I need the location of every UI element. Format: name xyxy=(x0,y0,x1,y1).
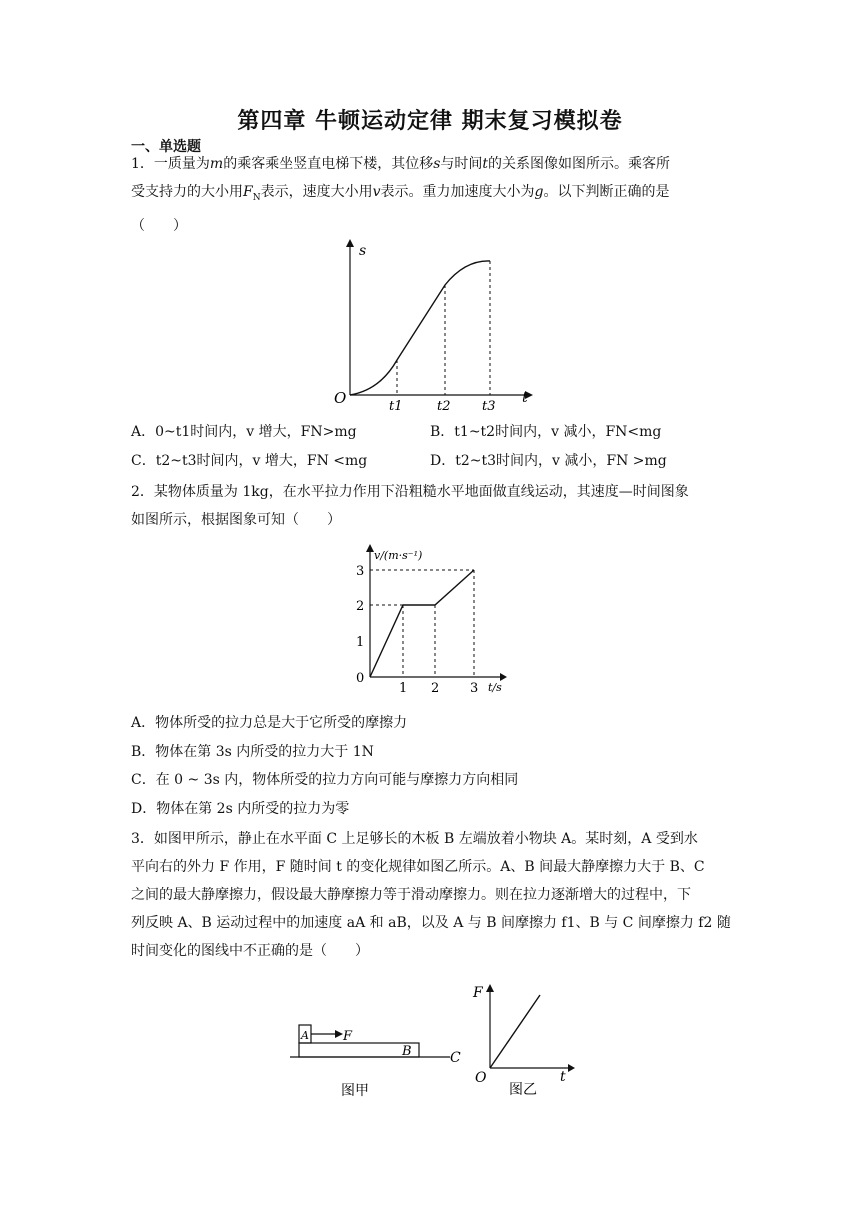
axis-label-ts: t/s xyxy=(488,681,502,694)
q1-option-d[interactable]: D．t2~t3时间内，v 减小，FN >mg xyxy=(430,453,667,469)
question-2-stem: 2．某物体质量为 1kg，在水平拉力作用下沿粗糙水平地面做直线运动，其速度—时间图象 如图所示，根据图象可知（ ） xyxy=(131,484,689,528)
axis-label-s: s xyxy=(359,243,367,259)
tick-y-3: 3 xyxy=(356,564,365,579)
tick-t3: t3 xyxy=(482,399,496,410)
yi-axis-t: t xyxy=(560,1069,566,1085)
origin-label: O xyxy=(334,389,347,407)
q2-option-c[interactable]: C．在 0 ~ 3s 内，物体所受的拉力方向可能与摩擦力方向相同 xyxy=(131,772,519,788)
yi-origin: O xyxy=(475,1070,487,1086)
tick-x-1: 1 xyxy=(399,681,408,695)
tick-x-3: 3 xyxy=(470,681,479,695)
tick-x-2: 2 xyxy=(431,681,440,695)
tick-t1: t1 xyxy=(389,399,403,410)
caption-jia: 图甲 xyxy=(341,1083,369,1099)
caption-yi: 图乙 xyxy=(509,1082,537,1098)
surface-c-label: C xyxy=(450,1050,461,1066)
axis-label-v: v/(m·s⁻¹) xyxy=(374,549,423,562)
figure-yi xyxy=(470,980,580,1105)
q1-option-c[interactable]: C．t2~t3时间内，v 增大，FN <mg xyxy=(131,453,368,469)
yi-axis-f: F xyxy=(473,985,483,1001)
question-3-stem: 3．如图甲所示，静止在水平面 C 上足够长的木板 B 左端放着小物块 A。某时刻，A 受到水 平向右的外力 F 作用，F 随时间 t 的变化规律如图乙所示。A、B 间最大静摩擦力大于 B、C 之间的最大静摩擦力，假设最大静摩擦力等于滑动摩擦力。则在拉力逐渐增大的过程中，下 列反映 A、B 运动过程中的加速度 aA 和 aB，以及 A 与 B 间摩擦力 f1、B 与 C 间摩擦力 f2 随 时间变化的图线中不正确的是（ ） xyxy=(131,831,731,959)
tick-t2: t2 xyxy=(437,399,451,410)
q1-option-a[interactable]: A．0~t1时间内，v 增大，FN>mg xyxy=(131,424,357,440)
q1-option-b[interactable]: B．t1~t2时间内，v 减小，FN<mg xyxy=(430,424,662,440)
q2-option-d[interactable]: D．物体在第 2s 内所受的拉力为零 xyxy=(131,801,350,817)
q2-option-b[interactable]: B．物体在第 3s 内所受的拉力大于 1N xyxy=(131,744,374,760)
block-a-label: A xyxy=(301,1029,309,1042)
figure-s-t-graph xyxy=(325,235,535,410)
page-title: 第四章 牛顿运动定律 期末复习模拟卷 xyxy=(237,109,623,134)
q2-option-a[interactable]: A．物体所受的拉力总是大于它所受的摩擦力 xyxy=(131,715,408,731)
tick-y-1: 1 xyxy=(356,635,365,650)
force-f-label: F xyxy=(343,1029,353,1044)
tick-x-0: 0 xyxy=(356,671,365,686)
figure-jia xyxy=(285,1015,470,1105)
board-b-label: B xyxy=(402,1044,412,1059)
question-1-stem: 1．一质量为m的乘客乘坐竖直电梯下楼，其位移s与时间t的关系图像如图所示。乘客所 受支持力的大小用$F_N$表示，速度大小用v表示。重力加速度大小为g。以下判断正确的是 （ ） xyxy=(131,156,671,234)
axis-label-t: t xyxy=(522,390,528,406)
tick-y-2: 2 xyxy=(356,599,365,614)
section-heading: 一、单选题 xyxy=(131,139,201,155)
figure-v-t-graph xyxy=(350,540,520,695)
